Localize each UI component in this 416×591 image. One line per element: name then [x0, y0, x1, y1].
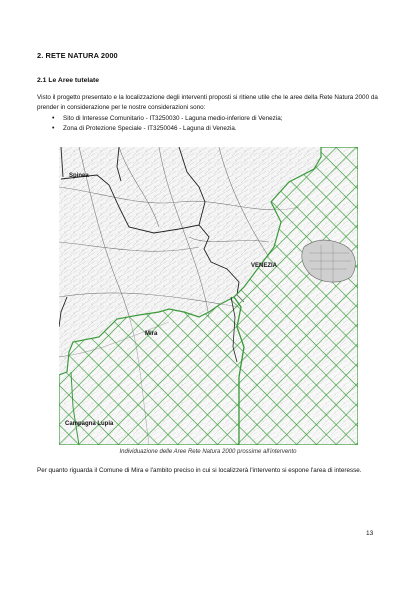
bullet-item-sic: • Sito di Interesse Comunitario - IT3250030 - Laguna medio-inferiore di Venezia;: [52, 114, 282, 124]
figure-caption: Individuazione delle Aree Rete Natura 2000 prossime all'intervento: [119, 449, 297, 455]
intro-paragraph: Visto il progetto presentato e la localizzazione degli interventi proposti si ritiene utile che le aree della Rete Natura 2000 da prender in considerazione per le nostre considerazioni sono:: [37, 94, 378, 112]
page-number: 13: [366, 530, 374, 537]
bullet-item-zps: • Zona di Protezione Speciale - IT3250046 - Laguna di Venezia.: [52, 124, 282, 134]
subsection-title: 2.1 Le Aree tutelate: [37, 77, 100, 84]
map-label-spinea: Spinea: [69, 173, 89, 179]
closing-paragraph: Per quanto riguarda il Comune di Mira e l'ambito preciso in cui si localizzerà l'intervento si espone l'area di interesse.: [37, 467, 362, 474]
map-label-mira: Mira: [145, 331, 158, 337]
natura-2000-map: [59, 147, 358, 445]
bullet-list: [52, 114, 282, 134]
map-label-venezia: VENEZIA: [251, 263, 278, 269]
map-label-campagna-lupia: Campagna Lupia: [65, 421, 114, 427]
map-figure: [59, 147, 358, 445]
section-title: 2. RETE NATURA 2000: [37, 51, 118, 60]
